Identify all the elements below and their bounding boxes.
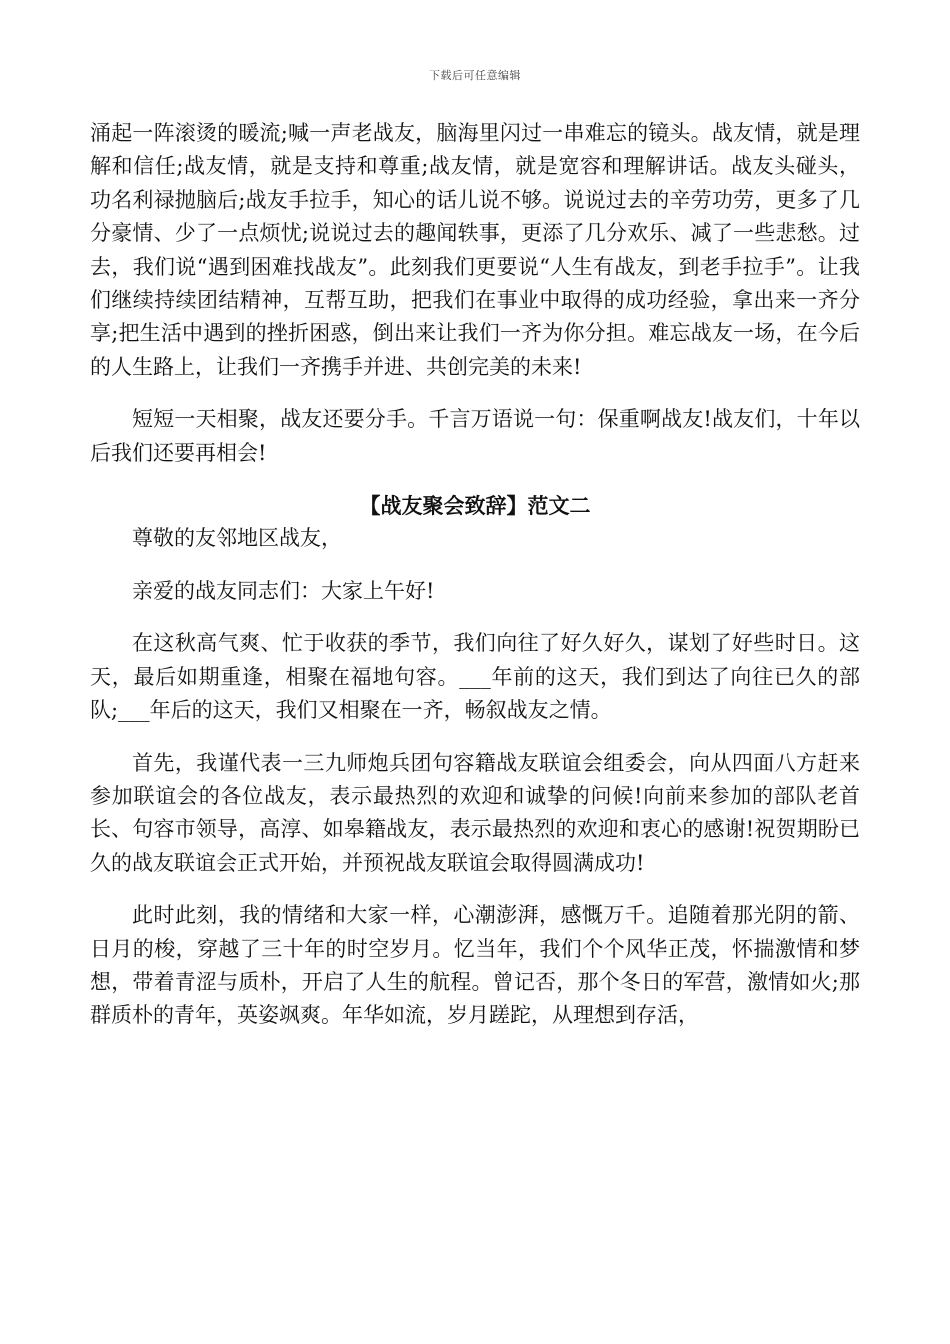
paragraph-reunion: 在这秋高气爽、忙于收获的季节，我们向往了好久好久，谋划了好些时日。这天，最后如期重逢，相聚在福地句容。___年前的这天，我们到达了向往已久的部队;___年后的这天，我们又相聚在一齐，畅叙战友之情。 <box>90 631 860 723</box>
salutation-friends: 尊敬的友邻地区战友， <box>132 526 342 551</box>
paragraph-continuation: 涌起一阵滚烫的暖流;喊一声老战友，脑海里闪过一串难忘的镜头。战友情，就是理解和信任;战友情，就是支持和尊重;战友情，就是宽容和理解讲话。战友头碰头，功名利禄抛脑后;战友手拉手，知心的话儿说不够。说说过去的辛劳功劳，更多了几分豪情、少了一点烦忧;说说过去的趣闻轶事，更添了几分欢乐、减了一些悲愁。过去，我们说“遇到困难找战友”。此刻我们更要说“人生有战友，到老手拉手”。让我们继续持续团结精神，互帮互助，把我们在事业中取得的成功经验，拿出来一齐分享;把生活中遇到的挫折困惑，倒出来让我们一齐为你分担。难忘战友一场，在今后的人生路上，让我们一齐携手并进、共创完美的未来! <box>90 121 860 379</box>
page-header-note: 下载后可任意编辑 <box>429 69 521 82</box>
document-body <box>90 117 860 1033</box>
section-title: 【战友聚会致辞】范文二 <box>359 493 591 519</box>
paragraph-farewell: 短短一天相聚，战友还要分手。千言万语说一句：保重啊战友!战友们，十年以后我们还要再相会! <box>90 407 860 465</box>
paragraph-welcome: 首先，我谨代表一三九师炮兵团句容籍战友联谊会组委会，向从四面八方赶来参加联谊会的各位战友，表示最热烈的欢迎和诚挚的问候!向前来参加的部队老首长、句容市领导，高淳、如皋籍战友，表示最热烈的欢迎和衷心的感谢!祝贺期盼已久的战友联谊会正式开始，并预祝战友联谊会取得圆满成功! <box>90 750 860 875</box>
salutation-comrades: 亲爱的战友同志们：大家上午好! <box>132 578 435 603</box>
paragraph-memories: 此时此刻，我的情绪和大家一样，心潮澎湃，感慨万千。追随着那光阴的箭、日月的梭，穿越了三十年的时空岁月。忆当年，我们个个风华正茂，怀揣激情和梦想，带着青涩与质朴，开启了人生的航程。曾记否，那个冬日的军营，激情如火;那群质朴的青年，英姿飒爽。年华如流，岁月蹉跎，从理想到存活， <box>90 903 860 1028</box>
